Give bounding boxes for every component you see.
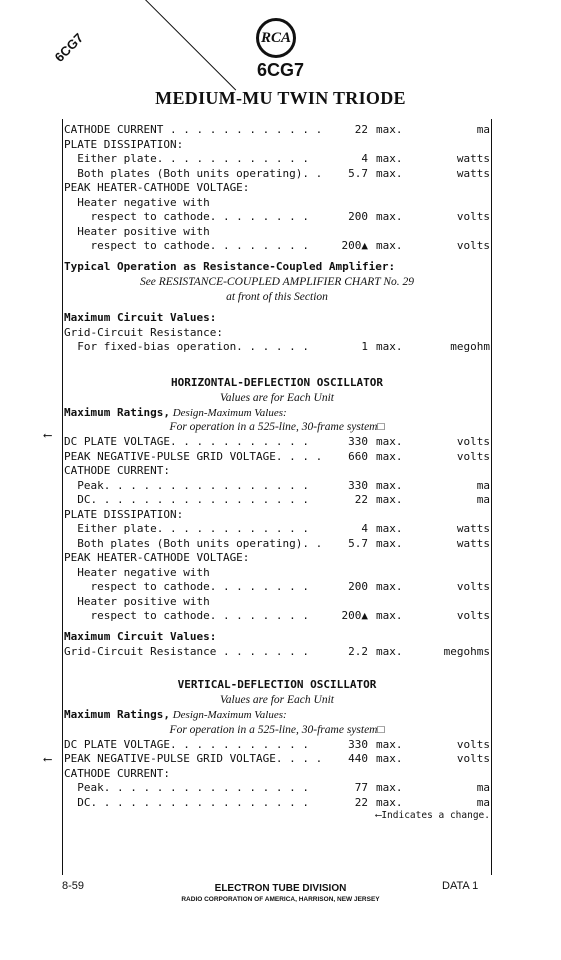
spec-max: max.: [376, 152, 403, 165]
change-arrow-icon: ⟵: [44, 428, 52, 442]
spec-max: max.: [376, 166, 403, 180]
spec-row: [64, 580, 490, 595]
spec-label: Heater negative with: [64, 565, 210, 579]
spec-unit: volts: [456, 609, 490, 622]
spec-label: PEAK NEGATIVE-PULSE GRID VOLTAGE. . . .: [64, 449, 323, 463]
spec-value: 4: [361, 152, 368, 165]
spec-row: [64, 181, 490, 196]
spec-max: [368, 508, 430, 523]
spec-unit: [430, 196, 490, 211]
change-arrow-icon: ⟵: [44, 752, 52, 766]
section3-rows: [64, 738, 490, 811]
max-circuit-heading: Maximum Circuit Values:: [64, 629, 217, 643]
spec-value: 22: [354, 795, 368, 809]
operation-note: For operation in a 525-line, 30-frame system□: [169, 421, 385, 433]
spec-unit: ma: [476, 493, 490, 506]
spec-unit: [430, 595, 490, 610]
spec-label: Heater negative with: [64, 195, 210, 209]
spec-max: max.: [376, 449, 403, 463]
spec-max: [368, 464, 430, 479]
spec-unit: watts: [456, 522, 490, 535]
spec-value: [328, 464, 368, 479]
section-heading: HORIZONTAL-DEFLECTION OSCILLATOR: [171, 375, 383, 389]
corner-type-number: 6CG7: [51, 30, 87, 65]
change-note: ⟵Indicates a change.: [375, 810, 490, 821]
spec-unit: [430, 225, 490, 240]
spec-label: PEAK NEGATIVE-PULSE GRID VOLTAGE. . . .: [64, 752, 323, 765]
spec-max: max.: [376, 522, 403, 535]
spec-row: [64, 752, 490, 767]
max-circuit-heading: Maximum Circuit Values:: [64, 310, 217, 324]
footer-company: RADIO CORPORATION OF AMERICA, HARRISON, NEW JERSEY: [181, 896, 380, 903]
spec-value: [328, 138, 368, 153]
section1-rows: [64, 123, 490, 254]
spec-row: [64, 595, 490, 610]
spec-unit: volts: [456, 752, 490, 765]
spec-unit: volts: [456, 449, 490, 463]
rca-logo: [256, 18, 296, 58]
section-heading: VERTICAL-DEFLECTION OSCILLATOR: [177, 678, 377, 691]
spec-row: [64, 450, 490, 465]
spec-label: PLATE DISSIPATION:: [64, 507, 184, 521]
spec-unit: volts: [456, 210, 490, 223]
spec-max: [368, 595, 430, 610]
spec-row: [64, 225, 490, 240]
spec-row: [64, 508, 490, 523]
ratings-heading: Maximum Ratings, Design-Maximum Values:: [64, 708, 287, 721]
spec-label: Both plates (Both units operating). .: [64, 166, 323, 180]
spec-label: DC PLATE VOLTAGE. . . . . . . . . . .: [64, 435, 310, 448]
typical-operation-heading: Typical Operation as Resistance-Coupled Amplifier:: [64, 259, 396, 273]
spec-value: [328, 196, 368, 211]
spec-max: max.: [376, 580, 403, 593]
spec-label: respect to cathode. . . . . . . .: [64, 609, 310, 622]
spec-label: respect to cathode. . . . . . . .: [64, 580, 310, 593]
spec-label: Heater positive with: [64, 224, 210, 238]
spec-label: PEAK HEATER-CATHODE VOLTAGE:: [64, 181, 250, 194]
spec-max: max.: [376, 752, 403, 765]
spec-value: 330: [348, 478, 368, 492]
spec-row: [64, 479, 490, 494]
spec-unit: [430, 551, 490, 566]
spec-value: [328, 508, 368, 523]
spec-unit: watts: [456, 152, 490, 165]
spec-max: [368, 225, 430, 240]
ratings-heading: Maximum Ratings, Design-Maximum Values:: [64, 405, 287, 419]
spec-unit: [430, 138, 490, 153]
spec-max: max.: [376, 210, 403, 223]
spec-value: 22: [354, 123, 368, 136]
spec-row: [64, 551, 490, 566]
spec-label: DC. . . . . . . . . . . . . . . . .: [64, 795, 310, 809]
spec-label: respect to cathode. . . . . . . .: [64, 210, 310, 223]
spec-row: [64, 239, 490, 254]
typical-note: at front of this Section: [226, 290, 328, 303]
spec-value: 200▲: [341, 239, 368, 252]
spec-value: 77: [354, 781, 368, 794]
spec-value: 440: [348, 752, 368, 765]
spec-label: Peak. . . . . . . . . . . . . . . .: [64, 478, 310, 492]
spec-label: CATHODE CURRENT . . . . . . . . . . . .: [64, 123, 323, 136]
spec-max: [368, 566, 430, 581]
spec-row: For fixed-bias operation. . . . . . 1 max. megohm: [64, 340, 490, 353]
spec-row: [64, 123, 490, 138]
spec-unit: watts: [456, 166, 490, 180]
spec-row: [64, 738, 490, 753]
spec-row: [64, 522, 490, 537]
spec-row: Grid-Circuit Resistance . . . . . . . 2.2 max. megohms: [64, 644, 490, 658]
spec-row: [64, 210, 490, 225]
typical-note: See RESISTANCE-COUPLED AMPLIFIER CHART No. 29: [139, 275, 415, 288]
spec-max: [368, 138, 430, 153]
spec-unit: volts: [456, 737, 490, 751]
spec-row: [64, 435, 490, 450]
spec-max: max.: [376, 493, 403, 506]
spec-row: [64, 152, 490, 167]
spec-unit: [430, 508, 490, 523]
grid-circuit-label: Grid-Circuit Resistance:: [64, 325, 223, 339]
spec-label: PLATE DISSIPATION:: [64, 137, 184, 151]
spec-value: 5.7: [348, 536, 368, 550]
spec-label: respect to cathode. . . . . . . .: [64, 239, 310, 252]
spec-label: Both plates (Both units operating). .: [64, 536, 323, 550]
spec-unit: watts: [456, 536, 490, 550]
spec-label: CATHODE CURRENT:: [64, 766, 170, 780]
spec-max: [368, 767, 430, 782]
spec-value: 200: [348, 580, 368, 593]
spec-row: [64, 464, 490, 479]
spec-max: max.: [376, 609, 403, 622]
spec-row: [64, 566, 490, 581]
spec-row: [64, 767, 490, 782]
spec-value: 660: [348, 449, 368, 463]
spec-unit: volts: [456, 580, 490, 593]
spec-row: [64, 537, 490, 552]
spec-unit: volts: [456, 435, 490, 448]
spec-unit: [430, 767, 490, 782]
rca-logo-text: RCA: [260, 29, 291, 46]
operation-note: For operation in a 525-line, 30-frame system□: [169, 723, 385, 736]
spec-unit: ma: [476, 795, 490, 809]
tube-type-number: 6CG7: [256, 60, 305, 80]
spec-value: 330: [348, 435, 368, 448]
spec-max: max.: [376, 795, 403, 809]
spec-value: 200▲: [341, 609, 368, 622]
spec-unit: volts: [456, 239, 490, 252]
spec-max: [368, 196, 430, 211]
spec-row: [64, 196, 490, 211]
spec-max: max.: [376, 239, 403, 252]
spec-unit: [430, 464, 490, 479]
spec-max: [368, 181, 430, 196]
spec-label: Either plate. . . . . . . . . . . .: [64, 522, 310, 535]
spec-max: [368, 551, 430, 566]
spec-value: [328, 767, 368, 782]
spec-max: max.: [376, 435, 403, 448]
spec-value: 22: [354, 493, 368, 506]
spec-unit: ma: [476, 478, 490, 492]
spec-value: [328, 551, 368, 566]
spec-row: [64, 493, 490, 508]
spec-value: [328, 225, 368, 240]
spec-value: [328, 595, 368, 610]
spec-row: [64, 781, 490, 796]
spec-unit: ma: [476, 123, 490, 136]
spec-value: 5.7: [348, 166, 368, 180]
spec-label: Either plate. . . . . . . . . . . .: [64, 152, 310, 165]
spec-label: PEAK HEATER-CATHODE VOLTAGE:: [64, 551, 250, 564]
spec-row: [64, 167, 490, 182]
spec-label: Peak. . . . . . . . . . . . . . . .: [64, 781, 310, 794]
spec-value: 330: [348, 737, 368, 751]
spec-unit: [430, 566, 490, 581]
section-subheading: Values are for Each Unit: [220, 694, 334, 706]
page-title: MEDIUM-MU TWIN TRIODE: [155, 88, 406, 108]
spec-unit: [430, 181, 490, 196]
footer-date: 8-59: [62, 880, 85, 892]
spec-value: 4: [361, 522, 368, 535]
section2-rows: [64, 435, 490, 624]
spec-label: DC. . . . . . . . . . . . . . . . .: [64, 493, 310, 506]
section-subheading: Values are for Each Unit: [220, 391, 334, 404]
spec-row: [64, 609, 490, 624]
spec-row: [64, 796, 490, 811]
spec-max: max.: [376, 536, 403, 550]
spec-max: max.: [376, 478, 403, 492]
footer-division: ELECTRON TUBE DIVISION: [214, 883, 347, 894]
spec-label: DC PLATE VOLTAGE. . . . . . . . . . .: [64, 737, 310, 751]
spec-max: max.: [376, 737, 403, 751]
spec-max: max.: [376, 123, 403, 136]
spec-max: max.: [376, 781, 403, 794]
spec-unit: ma: [476, 781, 490, 794]
spec-row: [64, 138, 490, 153]
spec-value: [328, 566, 368, 581]
spec-label: CATHODE CURRENT:: [64, 464, 170, 477]
spec-label: Heater positive with: [64, 594, 210, 608]
footer-page: DATA 1: [442, 880, 479, 892]
spec-value: [328, 181, 368, 196]
data-sheet-body: [64, 123, 490, 822]
spec-value: 200: [348, 210, 368, 223]
